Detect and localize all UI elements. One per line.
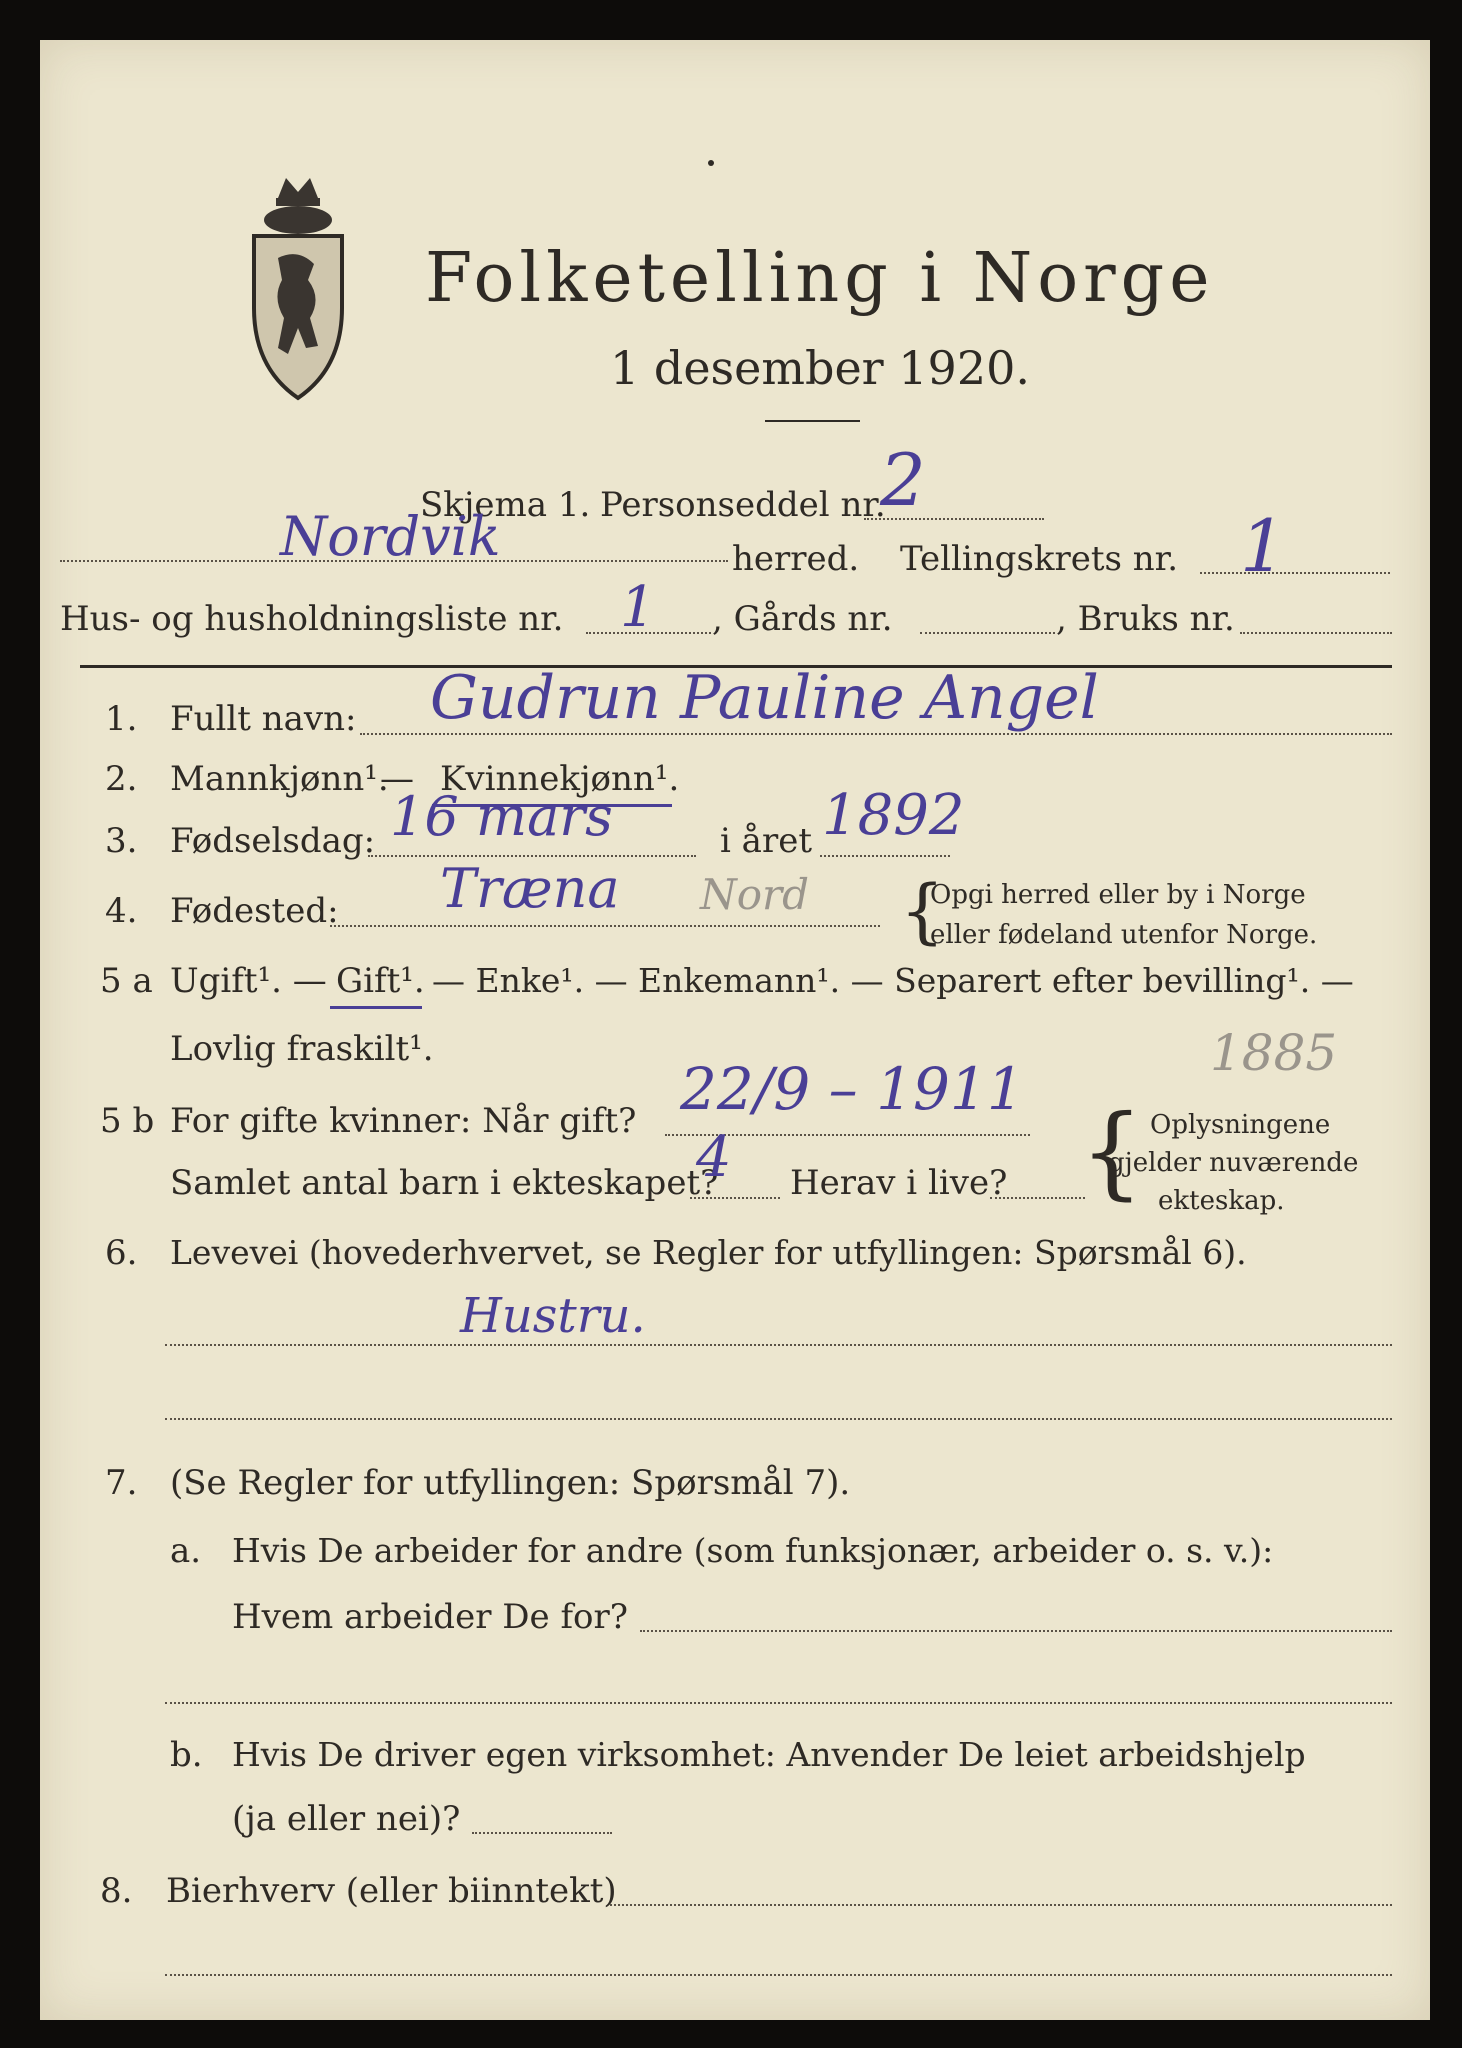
q1-label: Fullt navn: bbox=[170, 699, 357, 739]
bruks-line bbox=[1240, 632, 1392, 634]
q5b-barn-value[interactable]: 4 bbox=[696, 1125, 732, 1190]
bruks-label: , Bruks nr. bbox=[1056, 599, 1235, 639]
q5b-note-brace: { bbox=[1080, 1093, 1144, 1210]
q4-label: Fødested: bbox=[170, 891, 339, 931]
q7a-text: Hvis De arbeider for andre (som funksjonær, arbeider o. s. v.): bbox=[232, 1531, 1274, 1570]
q4-line bbox=[330, 925, 880, 927]
q7a-text-2: Hvem arbeider De for? bbox=[232, 1597, 628, 1637]
q6-line-1 bbox=[165, 1344, 1392, 1346]
q7-label: (Se Regler for utfyllingen: Spørsmål 7). bbox=[170, 1463, 851, 1503]
q5b-barn-line bbox=[690, 1197, 780, 1199]
q4-note-1: Opgi herred eller by i Norge bbox=[930, 880, 1306, 910]
q1-line bbox=[360, 733, 1392, 735]
q5b-label: For gifte kvinner: Når gift? bbox=[170, 1101, 637, 1141]
form-date: 1 desember 1920. bbox=[610, 341, 1030, 395]
q5a-gift: Gift¹. bbox=[336, 961, 425, 1001]
q8-label: Bierhverv (eller biinntekt) bbox=[166, 1871, 617, 1911]
q4-note-brace: { bbox=[900, 870, 945, 952]
hus-label: Hus- og husholdningsliste nr. bbox=[60, 599, 564, 639]
q4-value[interactable]: Træna bbox=[440, 857, 620, 920]
q4-number: 4. bbox=[105, 891, 138, 931]
q5b-live-label: Herav i live? bbox=[790, 1163, 1008, 1203]
q5a-ugift: Ugift¹. — bbox=[170, 961, 327, 1001]
q7a-line bbox=[640, 1630, 1392, 1632]
q7a-letter: a. bbox=[170, 1531, 202, 1571]
q7b-text-2: (ja eller nei)? bbox=[232, 1799, 461, 1839]
q5b-number: 5 b bbox=[100, 1101, 155, 1141]
hus-value[interactable]: 1 bbox=[620, 575, 656, 640]
gards-line bbox=[920, 632, 1055, 634]
q1-number: 1. bbox=[105, 699, 138, 739]
q6-label: Levevei (hovederhvervet, se Regler for utfyllingen: Spørsmål 6). bbox=[170, 1233, 1247, 1272]
skjema-label: Skjema 1. bbox=[420, 485, 591, 525]
q5b-barn-label: Samlet antal barn i ekteskapet? bbox=[170, 1163, 719, 1203]
q3-number: 3. bbox=[105, 821, 138, 861]
q6-line-2 bbox=[165, 1418, 1392, 1420]
q2-kvinne: Kvinnekjønn¹. bbox=[440, 759, 680, 799]
q5b-note-2: gjelder nuværende bbox=[1108, 1148, 1359, 1178]
q8-line-2 bbox=[165, 1974, 1392, 1976]
q7b-text: Hvis De driver egen virksomhet: Anvender De leiet arbeidshjelp bbox=[232, 1735, 1306, 1774]
herred-label: herred. bbox=[732, 539, 860, 579]
q2-separator: — bbox=[380, 759, 414, 799]
q3-label: Fødselsdag: bbox=[170, 821, 376, 861]
q5a-fraskilt: Lovlig fraskilt¹. bbox=[170, 1029, 434, 1069]
form-title: Folketelling i Norge bbox=[425, 239, 1215, 318]
q7b-letter: b. bbox=[170, 1735, 203, 1775]
q5b-pencil-note: 1885 bbox=[1210, 1024, 1338, 1082]
personseddel-value[interactable]: 2 bbox=[880, 438, 926, 522]
q3-year-label: i året bbox=[720, 821, 812, 861]
title-underline bbox=[765, 420, 860, 422]
q8-line bbox=[610, 1904, 1392, 1906]
herred-value[interactable]: Nordvik bbox=[280, 505, 501, 568]
q5a-number: 5 a bbox=[100, 961, 153, 1001]
coat-of-arms-icon bbox=[248, 168, 348, 423]
census-form bbox=[40, 40, 1430, 2020]
q7-number: 7. bbox=[105, 1463, 138, 1503]
q2-mann: Mannkjønn¹. bbox=[170, 759, 389, 799]
gards-label: , Gårds nr. bbox=[712, 599, 893, 639]
q3-year-line bbox=[820, 855, 950, 857]
q4-note-2: eller fødeland utenfor Norge. bbox=[930, 920, 1318, 950]
q8-number: 8. bbox=[100, 1871, 133, 1911]
ink-dot bbox=[708, 160, 714, 166]
tellingskrets-line bbox=[1200, 572, 1390, 574]
q5b-note-3: ekteskap. bbox=[1158, 1186, 1285, 1216]
q2-number: 2. bbox=[105, 759, 138, 799]
q3-value[interactable]: 16 mars bbox=[390, 785, 613, 848]
q5a-rest: — Enke¹. — Enkemann¹. — Separert efter bevilling¹. — bbox=[432, 961, 1354, 1000]
personseddel-label: Personseddel nr. bbox=[600, 485, 886, 525]
q7b-line bbox=[472, 1832, 612, 1834]
q6-number: 6. bbox=[105, 1233, 138, 1273]
tellingskrets-label: Tellingskrets nr. bbox=[900, 539, 1179, 579]
q5b-note-1: Oplysningene bbox=[1150, 1110, 1331, 1140]
q5b-value[interactable]: 22/9 – 1911 bbox=[680, 1055, 1024, 1123]
q6-value[interactable]: Hustru. bbox=[460, 1288, 646, 1344]
q5b-live-line bbox=[990, 1197, 1085, 1199]
q3-year-value[interactable]: 1892 bbox=[822, 783, 965, 848]
tellingskrets-value[interactable]: 1 bbox=[1240, 504, 1286, 588]
q5a-gift-underline bbox=[330, 1006, 422, 1009]
q7a-line-2 bbox=[165, 1702, 1392, 1704]
q4-pencil-note: Nord bbox=[700, 870, 809, 919]
q1-value[interactable]: Gudrun Pauline Angel bbox=[430, 663, 1099, 733]
